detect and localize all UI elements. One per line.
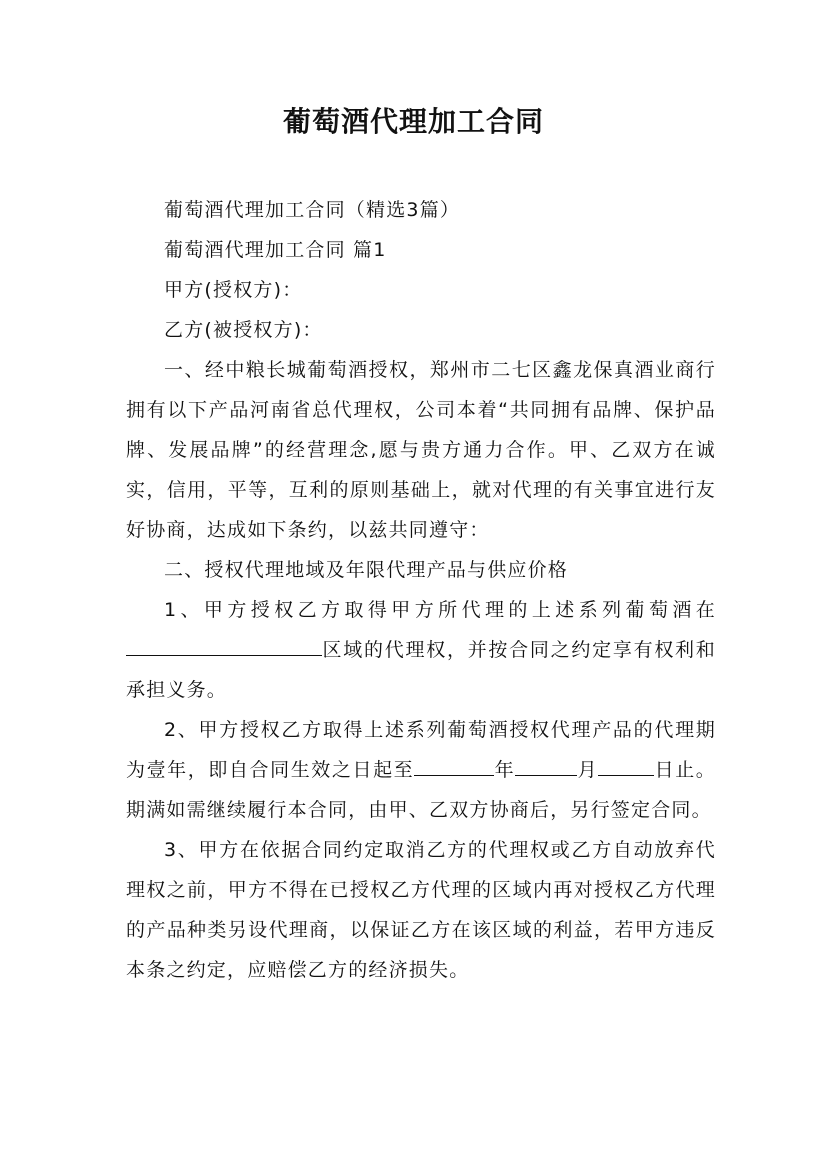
day-blank [598, 774, 654, 776]
paragraph-2: 二、授权代理地域及年限代理产品与供应价格 [164, 559, 569, 581]
document-subtitle: 葡萄酒代理加工合同（精选3篇） [164, 199, 461, 221]
paragraph-4-before: 2、甲方授权乙方取得上述系列葡萄酒授权代理产品的代理期为壹年，即自合同生效之日起至 [126, 719, 716, 781]
region-blank [126, 654, 322, 656]
year-blank [414, 774, 494, 776]
paragraph-4-after: 日止。期满如需继续履行本合同，由甲、乙双方协商后，另行签定合同。 [126, 759, 716, 821]
document-title: 葡萄酒代理加工合同 [282, 105, 544, 138]
section-heading: 葡萄酒代理加工合同 篇1 [164, 239, 387, 261]
paragraph-4 [126, 710, 716, 830]
paragraph-3 [126, 590, 716, 710]
paragraph-4-month: 月 [577, 759, 599, 781]
party-a-line: 甲方(授权方)： [164, 279, 303, 301]
paragraph-3-after: 区域的代理权，并按合同之约定享有权利和承担义务。 [126, 639, 716, 701]
month-blank [515, 774, 577, 776]
paragraph-3-before: 1、甲方授权乙方取得甲方所代理的上述系列葡萄酒在 [164, 599, 716, 621]
paragraph-5: 3、甲方在依据合同约定取消乙方的代理权或乙方自动放弃代理权之前，甲方不得在已授权乙方代理的区域内再对授权乙方代理的产品种类另设代理商，以保证乙方在该区域的利益，若甲方违反本条之约定，应赔偿乙方的经济损失。 [126, 839, 716, 981]
party-b-line: 乙方(被授权方)： [164, 319, 323, 341]
paragraph-1: 一、经中粮长城葡萄酒授权，郑州市二七区鑫龙保真酒业商行拥有以下产品河南省总代理权，公司本着“共同拥有品牌、保护品牌、发展品牌”的经营理念,愿与贵方通力合作。甲、乙双方在诚实，信用，平等，互利的原则基础上，就对代理的有关事宜进行友好协商，达成如下条约，以兹共同遵守： [126, 359, 716, 541]
paragraph-4-year: 年 [494, 759, 516, 781]
document-body [126, 190, 716, 990]
